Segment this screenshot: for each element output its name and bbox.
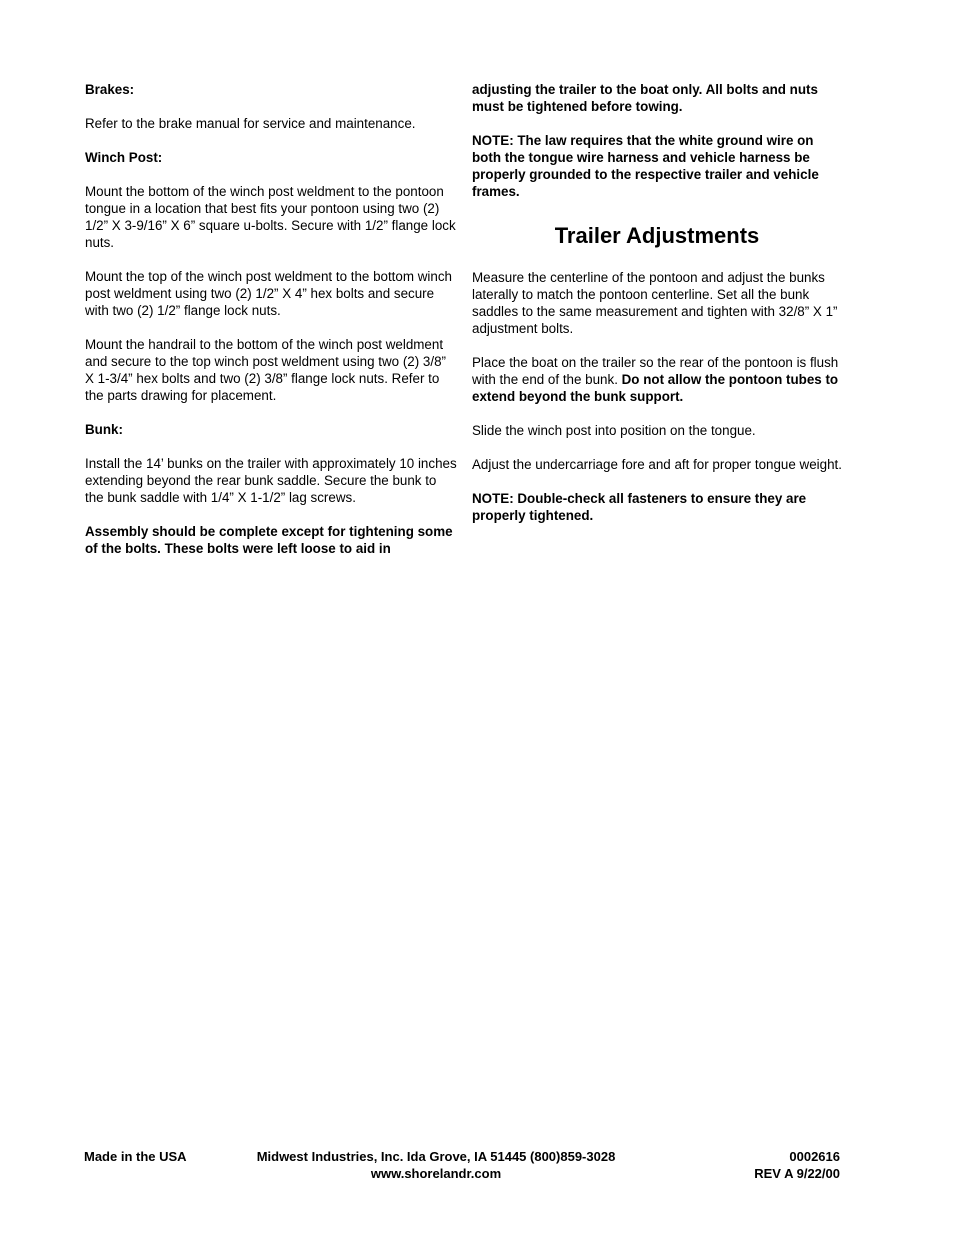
place-boat-paragraph bbox=[472, 354, 842, 405]
footer-part-number: 0002616 bbox=[789, 1149, 840, 1164]
footer-website: www.shorelandr.com bbox=[370, 1166, 502, 1181]
double-check-note: NOTE: Double-check all fasteners to ensure they are properly tightened. bbox=[472, 491, 807, 523]
right-column bbox=[472, 81, 842, 541]
winch-post-heading: Winch Post: bbox=[85, 150, 163, 165]
winch-post-paragraph-3: Mount the handrail to the bottom of the winch post weldment and secure to the top winch post weldment using two (2) 3/8” X 1-3/4” hex bolts and two (2) 3/8” flange lock nuts. Refer to the parts drawing for placement. bbox=[85, 337, 446, 403]
bunk-text: Install the 14’ bunks on the trailer with approximately 10 inches extending beyond the rear bunk saddle. Secure the bunk to the bunk saddle with 1/4” X 1-1/2” lag screws. bbox=[85, 456, 457, 505]
footer-company-block bbox=[236, 1148, 636, 1182]
footer-document-info bbox=[700, 1148, 840, 1182]
assembly-note-continued: adjusting the trailer to the boat only. All bolts and nuts must be tightened before towing. bbox=[472, 82, 818, 114]
footer-made-in: Made in the USA bbox=[84, 1149, 187, 1164]
ground-wire-note: NOTE: The law requires that the white ground wire on both the tongue wire harness and vehicle harness be properly grounded to the respective trailer and vehicle frames. bbox=[472, 133, 819, 199]
brakes-heading: Brakes: bbox=[85, 82, 135, 97]
adjust-undercarriage-text: Adjust the undercarriage fore and aft for proper tongue weight. bbox=[472, 457, 842, 472]
winch-post-paragraph-2: Mount the top of the winch post weldment to the bottom winch post weldment using two (2) 1/2” X 4” hex bolts and secure with two (2) 1/2” flange lock nuts. bbox=[85, 269, 452, 318]
footer-revision: REV A 9/22/00 bbox=[754, 1166, 840, 1181]
trailer-adjustments-heading: Trailer Adjustments bbox=[554, 223, 760, 248]
place-boat-warning: Do not allow the pontoon tubes to extend beyond the bunk support. bbox=[472, 372, 839, 404]
slide-winch-text: Slide the winch post into position on the tongue. bbox=[472, 423, 756, 438]
footer-company: Midwest Industries, Inc. Ida Grove, IA 51445 (800)859-3028 bbox=[256, 1149, 616, 1164]
winch-post-paragraph-1: Mount the bottom of the winch post weldment to the pontoon tongue in a location that best fits your pontoon using two (2) 1/2” X 3-9/16” X 6” square u-bolts. Secure with 1/2” flange lock nuts. bbox=[85, 184, 456, 250]
left-column bbox=[85, 81, 457, 574]
place-boat-text: Place the boat on the trailer so the rear of the pontoon is flush with the end of the bunk. bbox=[472, 355, 839, 387]
brakes-text: Refer to the brake manual for service and maintenance. bbox=[85, 116, 416, 131]
measure-centerline-text: Measure the centerline of the pontoon and adjust the bunks laterally to match the pontoon centerline. Set all the bunk saddles to the same measurement and tighten with 32/8” X 1” adjustment bolts. bbox=[472, 270, 838, 336]
assembly-note: Assembly should be complete except for tightening some of the bolts. These bolts were left loose to aid in bbox=[85, 524, 453, 556]
bunk-heading: Bunk: bbox=[85, 422, 123, 437]
